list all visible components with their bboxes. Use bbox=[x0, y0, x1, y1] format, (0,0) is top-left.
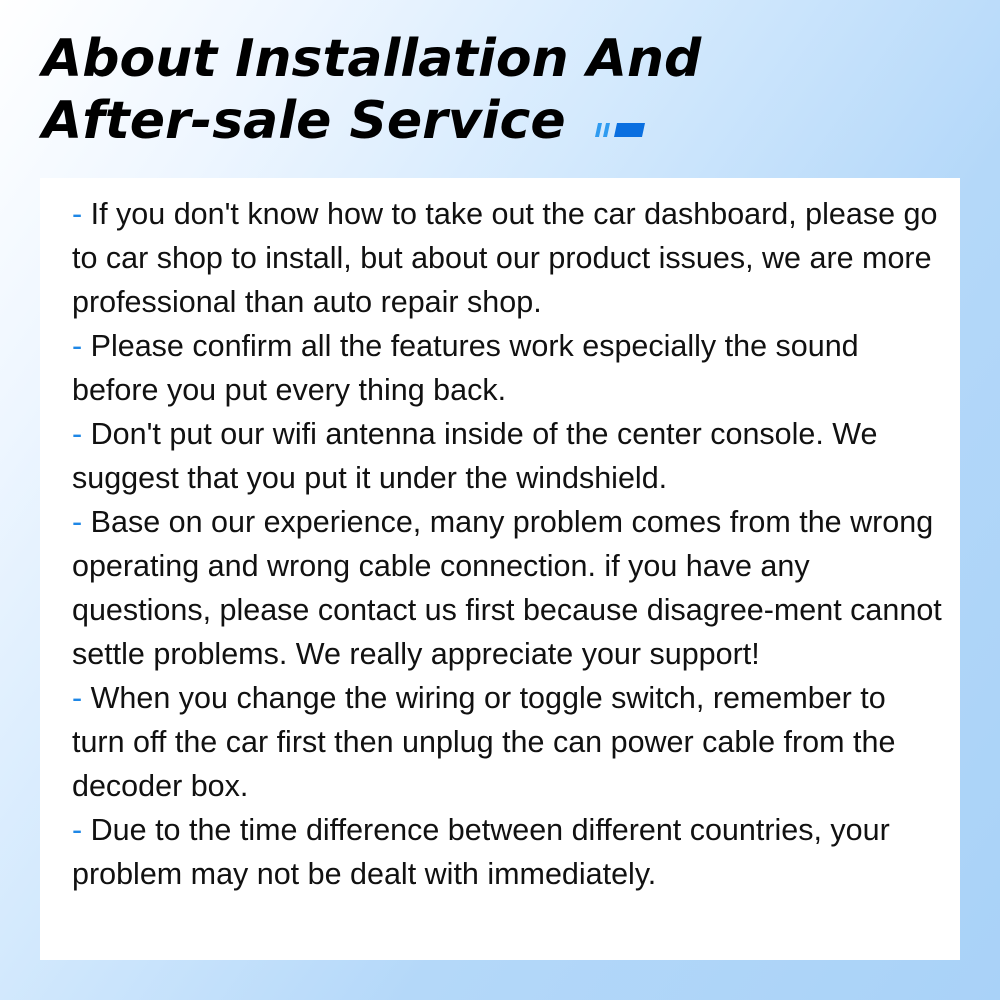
list-item bbox=[72, 324, 942, 412]
list-item bbox=[72, 412, 942, 500]
note-text: Base on our experience, many problem comes from the wrong operating and wrong cable connection. if you have any questions, please contact us first because disagree-ment cannot settle problems. We really appreciate your support! bbox=[72, 505, 942, 671]
page-title-line-2: After-sale Service bbox=[42, 91, 566, 151]
bullet-dash: - bbox=[72, 417, 91, 451]
page-title-line-1: About Installation And bbox=[42, 29, 702, 89]
list-item bbox=[72, 676, 942, 808]
info-panel bbox=[40, 178, 960, 960]
note-text: Please confirm all the features work especially the sound before you put every thing back. bbox=[72, 329, 859, 407]
note-text: When you change the wiring or toggle switch, remember to turn off the car first then unplug the can power cable from the decoder box. bbox=[72, 681, 896, 803]
list-item bbox=[72, 808, 942, 896]
bullet-dash: - bbox=[72, 197, 91, 231]
note-text: Due to the time difference between different countries, your problem may not be dealt with immediately. bbox=[72, 813, 890, 891]
list-item bbox=[72, 500, 942, 676]
note-text: Don't put our wifi antenna inside of the center console. We suggest that you put it under the windshield. bbox=[72, 417, 878, 495]
bullet-dash: - bbox=[72, 813, 91, 847]
bullet-dash: - bbox=[72, 329, 91, 363]
bullet-dash: - bbox=[72, 505, 91, 539]
decorative-bars-icon bbox=[595, 123, 645, 137]
bullet-dash: - bbox=[72, 681, 91, 715]
list-item bbox=[72, 192, 942, 324]
service-notes-list bbox=[72, 192, 942, 896]
note-text: If you don't know how to take out the car dashboard, please go to car shop to install, but about our product issues, we are more professional than auto repair shop. bbox=[72, 197, 938, 319]
